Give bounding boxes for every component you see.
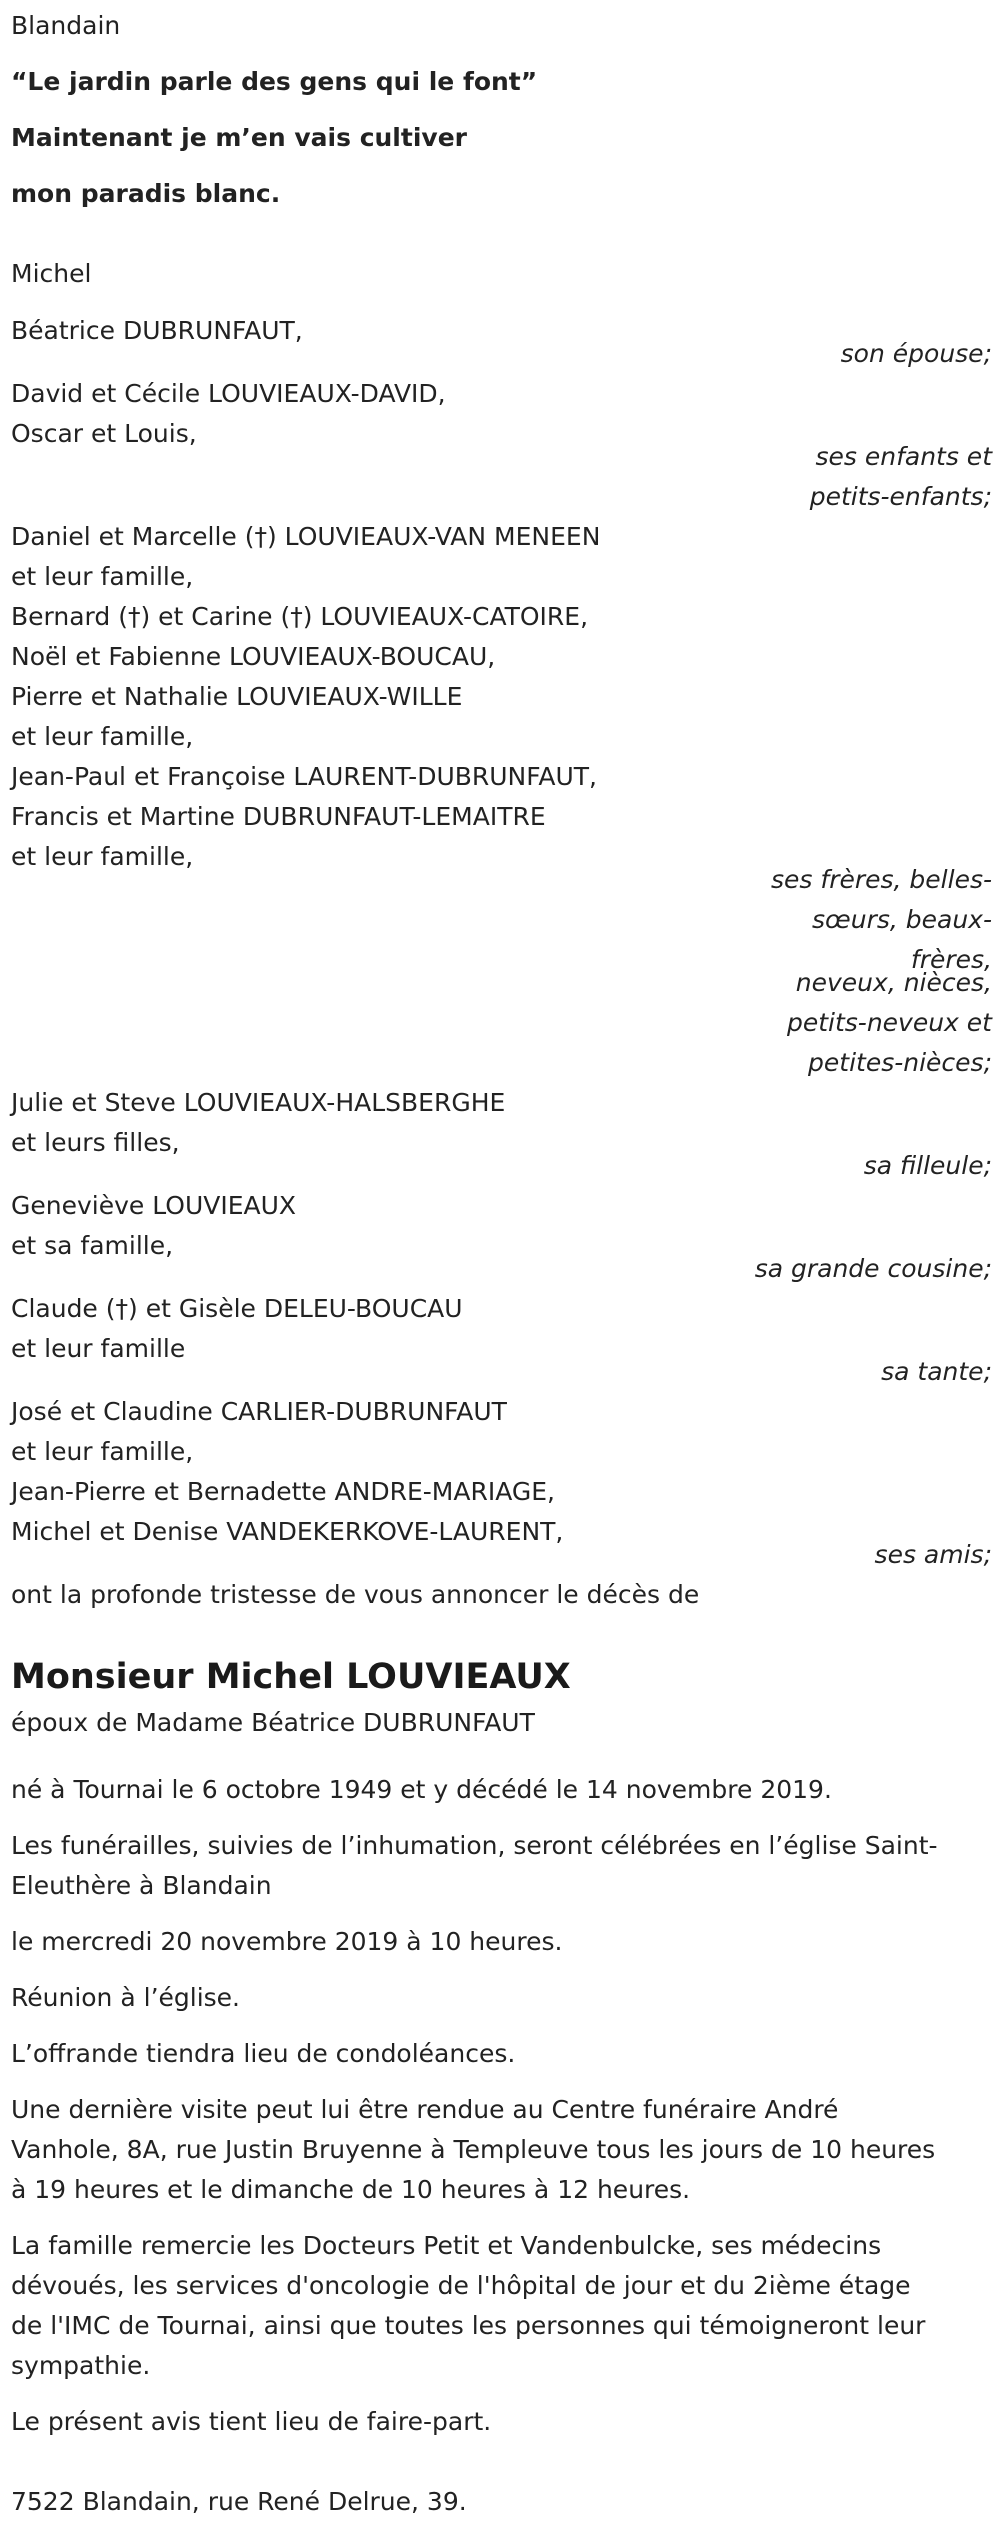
- family-name-line: et leur famille,: [11, 722, 194, 751]
- family-name-line: Oscar et Louis,: [11, 419, 197, 448]
- family-group-goddaughter: [11, 1083, 992, 1186]
- deceased-first-name: Michel: [11, 259, 92, 288]
- family-group-siblings: [11, 517, 992, 1083]
- detail-line: à 19 heures et le dimanche de 10 heures à 12 heures.: [11, 2175, 691, 2204]
- family-group-cousin: [11, 1186, 992, 1289]
- detail-line: Réunion à l’église.: [11, 1983, 241, 2012]
- relation-line: ses frères, belles-: [771, 865, 992, 894]
- family-name-line: et leurs filles,: [11, 1128, 180, 1157]
- family-name-line: et leur famille,: [11, 1437, 194, 1466]
- detail-line: né à Tournai le 6 octobre 1949 et y décédé le 14 novembre 2019.: [11, 1775, 832, 1804]
- funeral-date-paragraph: [11, 1922, 992, 1962]
- quote-line: “Le jardin parle des gens qui le font”: [11, 67, 538, 96]
- family-group-aunt: [11, 1289, 992, 1392]
- family-name-line: Francis et Martine DUBRUNFAUT-LEMAITRE: [11, 802, 546, 831]
- relation-line: frères,: [910, 945, 992, 974]
- family-name-line: Jean-Pierre et Bernadette ANDRE-MARIAGE,: [11, 1477, 555, 1506]
- relation-line: sa grande cousine;: [754, 1254, 992, 1283]
- deceased-full-name: Monsieur Michel LOUVIEAUX: [11, 1657, 571, 1697]
- relation-line: sœurs, beaux-: [812, 905, 992, 934]
- notice-header: [11, 6, 992, 214]
- detail-line: Une dernière visite peut lui être rendue au Centre funéraire André: [11, 2095, 839, 2124]
- family-name-line: et leur famille,: [11, 562, 194, 591]
- family-name-line: Pierre et Nathalie LOUVIEAUX-WILLE: [11, 682, 463, 711]
- family-name-line: David et Cécile LOUVIEAUX-DAVID,: [11, 379, 446, 408]
- meeting-paragraph: [11, 1978, 992, 2018]
- announcement-text: ont la profonde tristesse de vous annoncer le décès de: [11, 1580, 700, 1609]
- detail-line: Le présent avis tient lieu de faire-part.: [11, 2407, 492, 2436]
- notice-details: [11, 1770, 992, 2442]
- notice-paragraph: [11, 2402, 992, 2442]
- thanks-paragraph: [11, 2226, 992, 2386]
- family-relation: [11, 963, 992, 1083]
- family-relation: [11, 860, 992, 980]
- family-name-line: Julie et Steve LOUVIEAUX-HALSBERGHE: [11, 1088, 506, 1117]
- detail-line: L’offrande tiendra lieu de condoléances.: [11, 2039, 516, 2068]
- family-name-line: Michel et Denise VANDEKERKOVE-LAURENT,: [11, 1517, 564, 1546]
- family-name-line: et leur famille: [11, 1334, 186, 1363]
- offering-paragraph: [11, 2034, 992, 2074]
- family-names: [11, 517, 992, 877]
- detail-line: de l'IMC de Tournai, ainsi que toutes les personnes qui témoigneront leur: [11, 2311, 926, 2340]
- family-list: [11, 311, 992, 1575]
- funeral-paragraph: [11, 1826, 992, 1906]
- address: 7522 Blandain, rue René Delrue, 39.: [11, 2487, 467, 2516]
- relation-line: neveux, nièces,: [795, 968, 992, 997]
- family-name-line: Bernard (†) et Carine (†) LOUVIEAUX-CATOIRE,: [11, 602, 589, 631]
- detail-line: La famille remercie les Docteurs Petit et Vandenbulcke, ses médecins: [11, 2231, 882, 2260]
- quote-line: Maintenant je m’en vais cultiver: [11, 123, 467, 152]
- relation-line: petites-nièces;: [808, 1048, 992, 1077]
- detail-line: Vanhole, 8A, rue Justin Bruyenne à Templeuve tous les jours de 10 heures: [11, 2135, 936, 2164]
- family-name-line: Jean-Paul et Françoise LAURENT-DUBRUNFAUT,: [11, 762, 597, 791]
- family-name-line: Noël et Fabienne LOUVIEAUX-BOUCAU,: [11, 642, 496, 671]
- family-group-spouse: [11, 311, 992, 374]
- relation-line: sa filleule;: [863, 1151, 992, 1180]
- family-name-line: Béatrice DUBRUNFAUT,: [11, 316, 303, 345]
- detail-line: le mercredi 20 novembre 2019 à 10 heures.: [11, 1927, 563, 1956]
- family-name-line: Geneviève LOUVIEAUX: [11, 1191, 297, 1220]
- family-group-friends: [11, 1392, 992, 1575]
- relation-line: petits-neveux et: [786, 1008, 992, 1037]
- relation-line: sa tante;: [881, 1357, 992, 1386]
- relation-line: ses enfants et: [815, 442, 992, 471]
- family-group-children: [11, 374, 992, 517]
- birth-death-paragraph: [11, 1770, 992, 1810]
- place-name: Blandain: [11, 11, 121, 40]
- relation-line: petits-enfants;: [809, 482, 992, 511]
- family-name-line: Claude (†) et Gisèle DELEU-BOUCAU: [11, 1294, 463, 1323]
- quote-line: mon paradis blanc.: [11, 179, 281, 208]
- family-name-line: José et Claudine CARLIER-DUBRUNFAUT: [11, 1397, 507, 1426]
- detail-line: Eleuthère à Blandain: [11, 1871, 272, 1900]
- detail-line: Les funérailles, suivies de l’inhumation, seront célébrées en l’église Saint-: [11, 1831, 938, 1860]
- family-name-line: et sa famille,: [11, 1231, 174, 1260]
- family-names: [11, 1392, 992, 1552]
- spouse-line: époux de Madame Béatrice DUBRUNFAUT: [11, 1708, 535, 1737]
- relation-line: son épouse;: [840, 339, 992, 368]
- family-name-line: et leur famille,: [11, 842, 194, 871]
- detail-line: dévoués, les services d'oncologie de l'hôpital de jour et du 2ième étage: [11, 2271, 911, 2300]
- relation-line: ses amis;: [874, 1540, 992, 1569]
- family-name-line: Daniel et Marcelle (†) LOUVIEAUX-VAN MENEEN: [11, 522, 601, 551]
- visit-paragraph: [11, 2090, 992, 2210]
- detail-line: sympathie.: [11, 2351, 151, 2380]
